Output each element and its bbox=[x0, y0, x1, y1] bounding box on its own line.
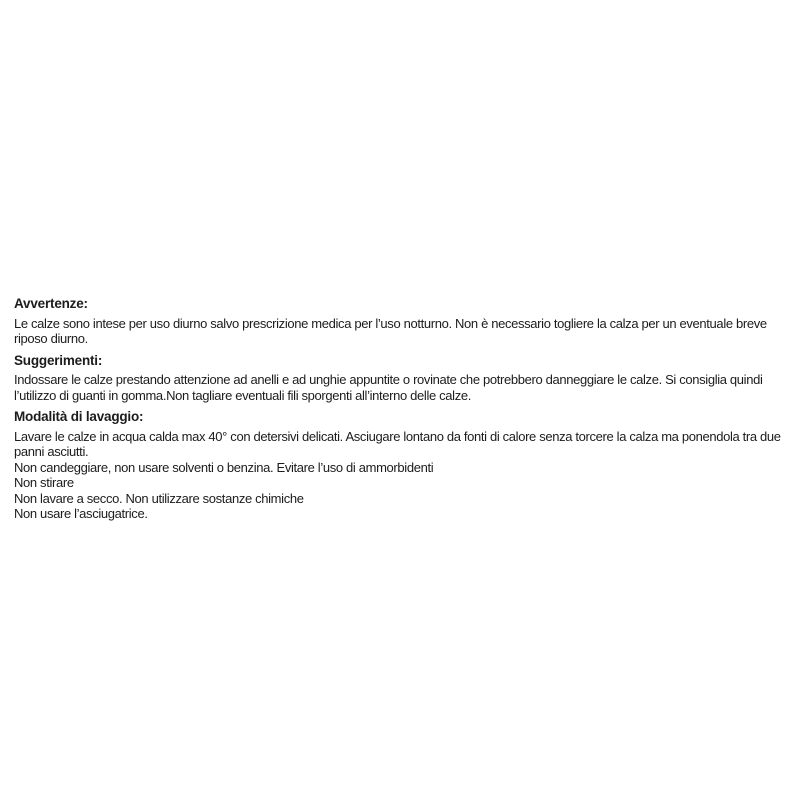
lavaggio-paragraph-non-candeggiare: Non candeggiare, non usare solventi o benzina. Evitare l’uso di ammorbidenti bbox=[14, 459, 434, 475]
avvertenze-heading: Avvertenze: bbox=[14, 296, 88, 311]
avvertenze-paragraph: Le calze sono intese per uso diurno salvo prescrizione medica per l’uso notturno. Non è necessario togliere la calza per un eventuale breve riposo diurno. bbox=[14, 315, 767, 346]
suggerimenti-paragraph: Indossare le calze prestando attenzione ad anelli e ad unghie appuntite o rovinate che potrebbero danneggiare le calze. Si consiglia quindi l’utilizzo di guanti in gomma.Non tagliare eventuali fili sporgenti all’interno delle calze. bbox=[14, 372, 763, 403]
lavaggio-paragraph-non-stirare: Non stirare bbox=[14, 475, 74, 490]
section-modalita-di-lavaggio bbox=[14, 409, 786, 522]
section-suggerimenti bbox=[14, 353, 786, 404]
care-instructions-text-block bbox=[14, 296, 786, 522]
lavaggio-paragraph-non-lavare-a-secco: Non lavare a secco. Non utilizzare sostanze chimiche bbox=[14, 490, 304, 506]
suggerimenti-heading: Suggerimenti: bbox=[14, 352, 103, 368]
lavaggio-paragraph-non-usare-asciugatrice: Non usare l’asciugatrice. bbox=[14, 506, 148, 521]
section-avvertenze bbox=[14, 296, 786, 347]
lavaggio-paragraph-lavare: Lavare le calze in acqua calda max 40° con detersivi delicati. Asciugare lontano da fonti di calore senza torcere la calza ma ponendola tra due panni asciutti. bbox=[14, 428, 781, 459]
modalita-di-lavaggio-heading: Modalità di lavaggio: bbox=[14, 409, 144, 424]
